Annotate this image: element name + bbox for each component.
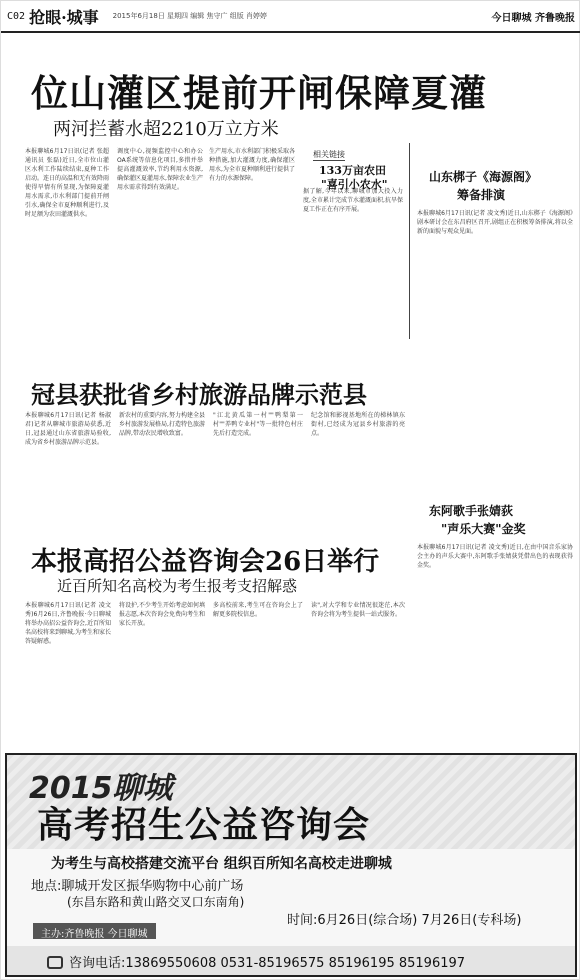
story1-headline: 位山灌区提前开闸保障夏灌 bbox=[31, 71, 487, 115]
phone-icon bbox=[47, 956, 63, 969]
story1-col2: 调度中心,视频监控中心和办公OA系统等信息化项目,多措并举提高灌溉效率,节约利用水资源,确保灌区夏灌用水,保障农业生产用水需求得到有效满足。 bbox=[117, 148, 203, 191]
rightcol2-title2: "声乐大赛"金奖 bbox=[441, 522, 526, 536]
story2-headline: 冠县获批省乡村旅游品牌示范县 bbox=[31, 380, 367, 409]
ad-slogan: 为考生与高校搭建交流平台 组织百所知名高校走进聊城 bbox=[51, 856, 392, 872]
story1-col3: 生产用水,市水利部门积极采取各种措施,加大灌溉力度,确保灌区用水,为全市夏种顺利进行提供了有力的水源保障。 bbox=[209, 148, 295, 182]
story3-col4: 读",对大学和专业情况很迷茫,本次咨询会将为考生提供一站式服务。 bbox=[311, 602, 405, 618]
story2-col3: "江北黄瓜第一村""鸭梨第一村""养鸭专业村"等一批特色村庄先后打造完成。 bbox=[213, 412, 303, 437]
rightcol-title2: 筹备排演 bbox=[457, 188, 506, 202]
story3-col1: 本报聊城6月17日讯(记者 凌文秀)6月26日,齐鲁晚报·今日聊城将举办高招公益咨询会,近百所知名高校将来到聊城,为考生和家长答疑解惑。 bbox=[25, 602, 111, 645]
date-editor-line: 2015年6月18日 星期四 编辑 焦守广 组版 肖婷婷 bbox=[112, 12, 267, 20]
ad-location-note: (东昌东路和黄山路交叉口东南角) bbox=[67, 895, 245, 909]
story1-col1: 本报聊城6月17日讯(记者 张超 通讯员 张磊)近日,全市位山灌区水利工作陆续结束,夏种工作启动。连日的高温和无有效降雨使得旱情有所显现,为保障夏灌用水需求,市水利部门提前开闸引水,确保全市夏种顺利进行,及时足额为农田灌溉供水。 bbox=[25, 148, 109, 218]
section-title: 抢眼·城事 bbox=[29, 7, 99, 27]
rightcol-text: 本报聊城6月17日讯(记者 凌文秀)近日,山东梆子《海源阁》剧本研讨会在东昌府区召开,剧组正在积极筹备排演,将以全新的面貌与观众见面。 bbox=[417, 210, 573, 235]
ad-title: 高考招生公益咨询会 bbox=[37, 804, 371, 846]
sidebar1-title2: "喜引小农水" bbox=[321, 178, 388, 191]
rightcol-title1: 山东梆子《海源阁》 bbox=[429, 170, 538, 184]
story1-col4: 据了解,今年以来,聊城市加大投入力度,全市累计完成节水灌溉面积,抗旱保夏工作正在有序开展。 bbox=[303, 188, 403, 213]
sidebar1-title1: 133万亩农田 bbox=[319, 164, 386, 177]
page-number: C02 bbox=[7, 10, 26, 22]
story2-col2: 新农村的重要内容,努力构建全县乡村旅游发展格局,打造特色旅游品牌,带动农民增收致富。 bbox=[119, 412, 205, 437]
story2-col1: 本报聊城6月17日讯(记者 杨淑君)记者从聊城市旅游局获悉,近日,冠县通过山东省旅游局验收,成为省乡村旅游品牌示范县。 bbox=[25, 412, 111, 446]
masthead-logo: 今日聊城 齐鲁晚报 bbox=[491, 12, 575, 24]
ad-sponsor: 主办:齐鲁晚报 今日聊城 bbox=[33, 923, 156, 939]
story3-col2: 将设护,不少考生开始考虑如何填报志愿,本次咨询会免费向考生和家长开放。 bbox=[119, 602, 205, 627]
story2-col4: 纪念馆和影视基地所在的梯林镇东街村,已经成为冠县乡村旅游的亮点。 bbox=[311, 412, 405, 437]
ad-year: 2015聊城 bbox=[29, 771, 173, 806]
ad-phone-bar bbox=[7, 946, 575, 975]
ad-time: 时间:6月26日(综合场) 7月26日(专科场) bbox=[287, 913, 522, 928]
rightcol2-title1: 东阿歌手张婧荻 bbox=[429, 504, 514, 518]
story3-subhead: 近百所知名高校为考生报考支招解惑 bbox=[57, 577, 298, 595]
ad-phone: 咨询电话:13869550608 0531-85196575 85196195 85196197 bbox=[69, 956, 466, 971]
story3-col3: 多高校前来,考生可在咨询会上了解更多院校信息。 bbox=[213, 602, 303, 618]
story1-subhead: 两河拦蓄水超2210万立方米 bbox=[53, 119, 279, 140]
advertisement bbox=[5, 753, 577, 977]
related-link-tag: 相关链接 bbox=[313, 150, 345, 159]
story3-headline: 本报高招公益咨询会26日举行 bbox=[31, 547, 380, 577]
column-divider bbox=[409, 143, 410, 339]
ad-location: 地点:聊城开发区振华购物中心前广场 bbox=[31, 879, 244, 894]
page-header bbox=[1, 1, 580, 33]
rightcol2-text: 本报聊城6月17日讯(记者 凌文秀)近日,在由中国音乐家协会主办的声乐大赛中,东阿歌手张婧荻凭借出色的表现获得金奖。 bbox=[417, 544, 573, 569]
